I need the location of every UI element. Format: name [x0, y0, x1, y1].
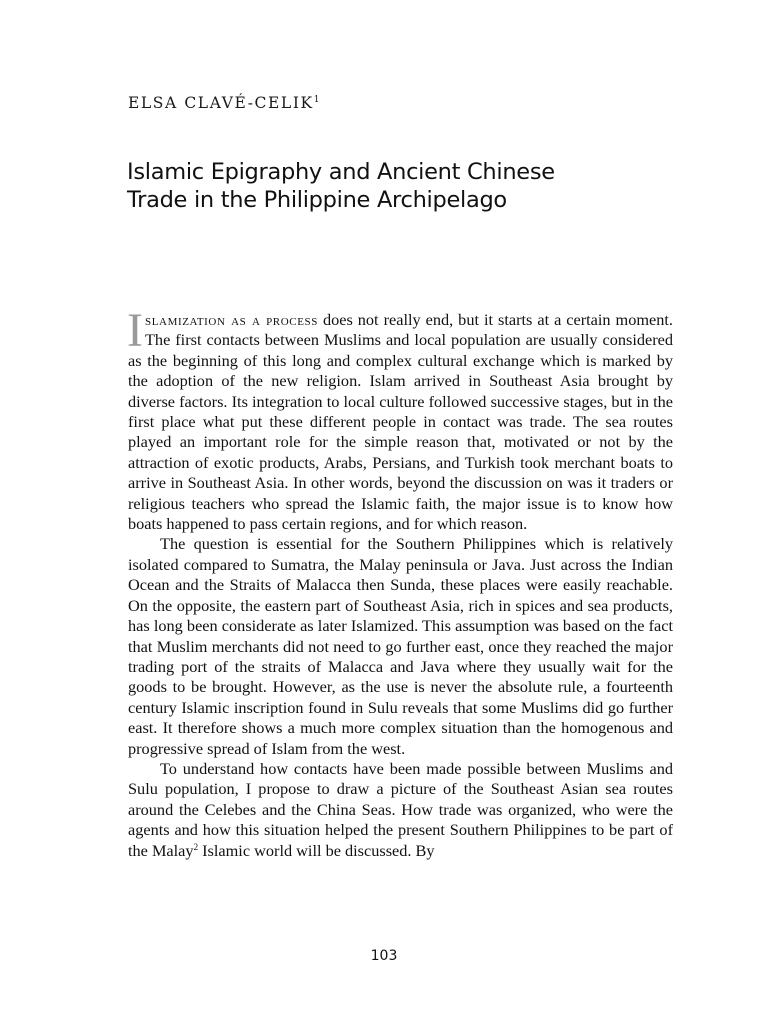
- drop-cap: I: [127, 304, 143, 357]
- page-number: 103: [370, 948, 398, 964]
- paragraph-1-text: does not really end, but it starts at a certain moment. The first contacts between Muslims and local population are usually considered as the beginning of this long and complex cultural exchange which is marked by the adoption of the new religion. Islam arrived in Southeast Asia brought by diverse factors. Its integration to local culture followed successive stages, but in the first place what put these different people in contact was trade. The sea routes played an important role for the simple reason that, motivated or not by the attraction of exotic products, Arabs, Persians, and Turkish took merchant boats to arrive in Southeast Asia. In other words, beyond the discussion on was it traders or religious teachers who spread the Islamic faith, the major issue is to know how boats happened to pass certain regions, and for which reason.: [128, 310, 673, 534]
- author-name: [128, 94, 319, 112]
- author-name-text: ELSA CLAVÉ-CELIK: [128, 94, 314, 112]
- paragraph-3-text-start: To understand how contacts have been made possible between Muslims and Sulu population, I propose to draw a picture of the Southeast Asian sea routes around the Celebes and the China Seas. How trade was organized, who were the agents and how this situation helped the present Southern Philippines to be part of the Malay: [128, 758, 673, 860]
- article-title: [127, 158, 687, 214]
- lead-in-small-caps: slamization as a process: [144, 310, 318, 329]
- paragraph-3-text-end: Islamic world will be discussed. By: [198, 840, 435, 860]
- author-footnote-mark: 1: [313, 95, 320, 105]
- article-title-line-1: Islamic Epigraphy and Ancient Chinese: [127, 159, 555, 185]
- article-title-line-2: Trade in the Philippine Archipelago: [127, 187, 507, 213]
- paragraph-1: [127, 304, 673, 534]
- paragraph-3: [128, 759, 673, 861]
- paragraph-2: The question is essential for the Southern Philippines which is relatively isolated compared to Sumatra, the Malay peninsula or Java. Just across the Indian Ocean and the Straits of Malacca then Sunda, these places were easily reachable. On the opposite, the eastern part of Southeast Asia, rich in spices and sea products, has long been considerate as later Islamized. This assumption was based on the fact that Muslim merchants did not need to go further east, once they reached the major trading port of the straits of Malacca and Java where they usually wait for the goods to be brought. However, as the use is never the absolute rule, a fourteenth century Islamic inscription found in Sulu reveals that some Muslims did go further east. It therefore shows a much more complex situation than the homogenous and progressive spread of Islam from the west.: [128, 534, 673, 758]
- article-body: [127, 304, 673, 861]
- footnote-mark-2: 2: [193, 841, 199, 852]
